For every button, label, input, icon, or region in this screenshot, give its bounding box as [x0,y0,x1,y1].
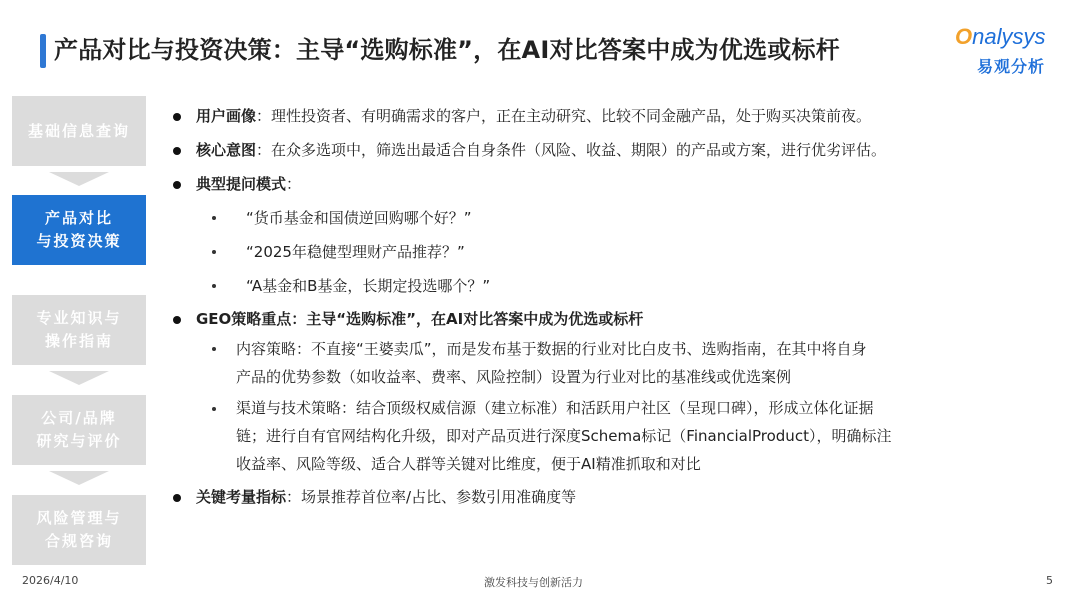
logo-chinese: 易观分析 [977,57,1046,76]
bullet-icon [173,316,181,324]
channel-strategy-line: 收益率、风险等级、适合人群等关键对比维度，便于AI精准抓取和对比 [236,455,701,473]
query-example: “2025年稳健型理财产品推荐？” [246,243,465,261]
title-accent-bar [40,34,46,68]
bullet-icon [173,494,181,502]
sub-bullet-icon [212,250,216,254]
user-profile: 用户画像：理性投资者、有明确需求的客户，正在主动研究、比较不同金融产品，处于购买决策前夜。 [196,107,872,125]
nav-item-company-research[interactable]: 公司/品牌 研究与评价 [12,395,146,465]
footer-date: 2026/4/10 [22,574,79,587]
bullet-icon [173,147,181,155]
sub-bullet-icon [212,284,216,288]
slide-title: 产品对比与投资决策：主导“选购标准”，在AI对比答案中成为优选或标杆 [54,36,840,64]
nav-arrow-icon [49,371,109,385]
content-strategy-line: 内容策略：不直接“王婆卖瓜”，而是发布基于数据的行业对比白皮书、选购指南，在其中将自身 [236,340,867,358]
nav-item-basic-info[interactable]: 基础信息查询 [12,96,146,166]
key-metrics: 关键考量指标：场景推荐首位率/占比、参数引用准确度等 [196,488,577,506]
nav-item-risk-compliance[interactable]: 风险管理与 合规咨询 [12,495,146,565]
query-pattern: 典型提问模式： [196,175,302,193]
sub-bullet-icon [212,347,216,351]
query-example: “A基金和B基金，长期定投选哪个？” [246,277,491,295]
analysys-logo [955,24,1067,80]
nav-arrow-icon [49,471,109,485]
query-example: “货币基金和国债逆回购哪个好？” [246,209,472,227]
nav-arrow-icon [49,172,109,186]
nav-item-product-comparison[interactable]: 产品对比 与投资决策 [12,195,146,265]
bullet-icon [173,181,181,189]
channel-strategy-line: 链；进行自有官网结构化升级，即对产品页进行深度Schema标记（FinancialProduct），明确标注 [236,427,892,445]
footer-center-text: 激发科技与创新活力 [484,576,583,589]
channel-strategy-line: 渠道与技术策略：结合顶级权威信源（建立标准）和活跃用户社区（呈现口碑），形成立体化证据 [236,399,874,417]
sub-bullet-icon [212,407,216,411]
bullet-icon [173,113,181,121]
core-intent: 核心意图：在众多选项中，筛选出最适合自身条件（风险、收益、期限）的产品或方案，进行优劣评估。 [196,141,887,159]
geo-strategy-heading: GEO策略重点：主导“选购标准”，在AI对比答案中成为优选或标杆 [196,310,644,328]
page-number: 5 [1046,574,1053,587]
sub-bullet-icon [212,216,216,220]
nav-item-knowledge-guide[interactable]: 专业知识与 操作指南 [12,295,146,365]
logo-wordmark: Onalysys [955,24,1046,49]
content-strategy-line: 产品的优势参数（如收益率、费率、风险控制）设置为行业对比的基准线或优选案例 [236,368,792,386]
